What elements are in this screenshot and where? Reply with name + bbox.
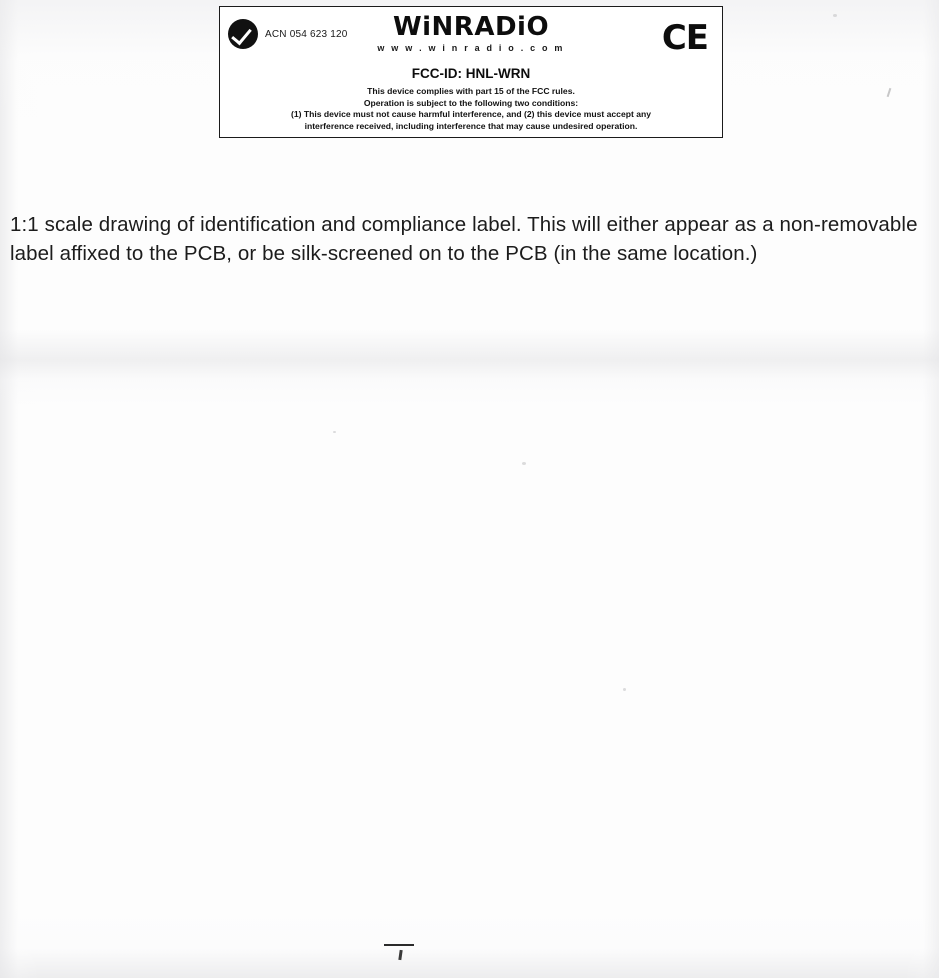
scan-speck — [887, 88, 892, 97]
caption-text: 1:1 scale drawing of identification and compliance label. This will either appear as a non-removable label affixed to the PCB, or be silk-screened on to the PCB (in the same location.) — [10, 213, 918, 266]
scan-speck — [833, 14, 837, 17]
legal-line-2: Operation is subject to the following two conditions: — [363, 97, 579, 108]
page-bottom-mark — [384, 944, 414, 946]
legal-text-block — [220, 86, 722, 132]
brand-block — [220, 12, 722, 58]
scan-speck — [333, 431, 336, 433]
label-header-row — [220, 7, 722, 67]
acn-number: ACN 054 623 120 — [265, 28, 348, 40]
page-bottom-mark-secondary — [398, 950, 402, 960]
legal-line-1: This device complies with part 15 of the FCC rules. — [367, 86, 575, 96]
brand-website: w w w . w i n r a d i o . c o m — [377, 43, 565, 53]
scan-speck — [623, 688, 626, 691]
scan-speck — [522, 462, 526, 465]
compliance-label — [219, 6, 723, 138]
legal-line-3: (1) This device must not cause harmful interference, and (2) this device must accept any — [290, 109, 652, 120]
fcc-id: FCC-ID: HNL-WRN — [411, 66, 531, 81]
brand-name: WiNRADiO — [392, 12, 550, 42]
ce-mark-icon: CE — [661, 18, 708, 58]
legal-line-4: interference received, including interference that may cause undesired operation. — [304, 120, 638, 131]
